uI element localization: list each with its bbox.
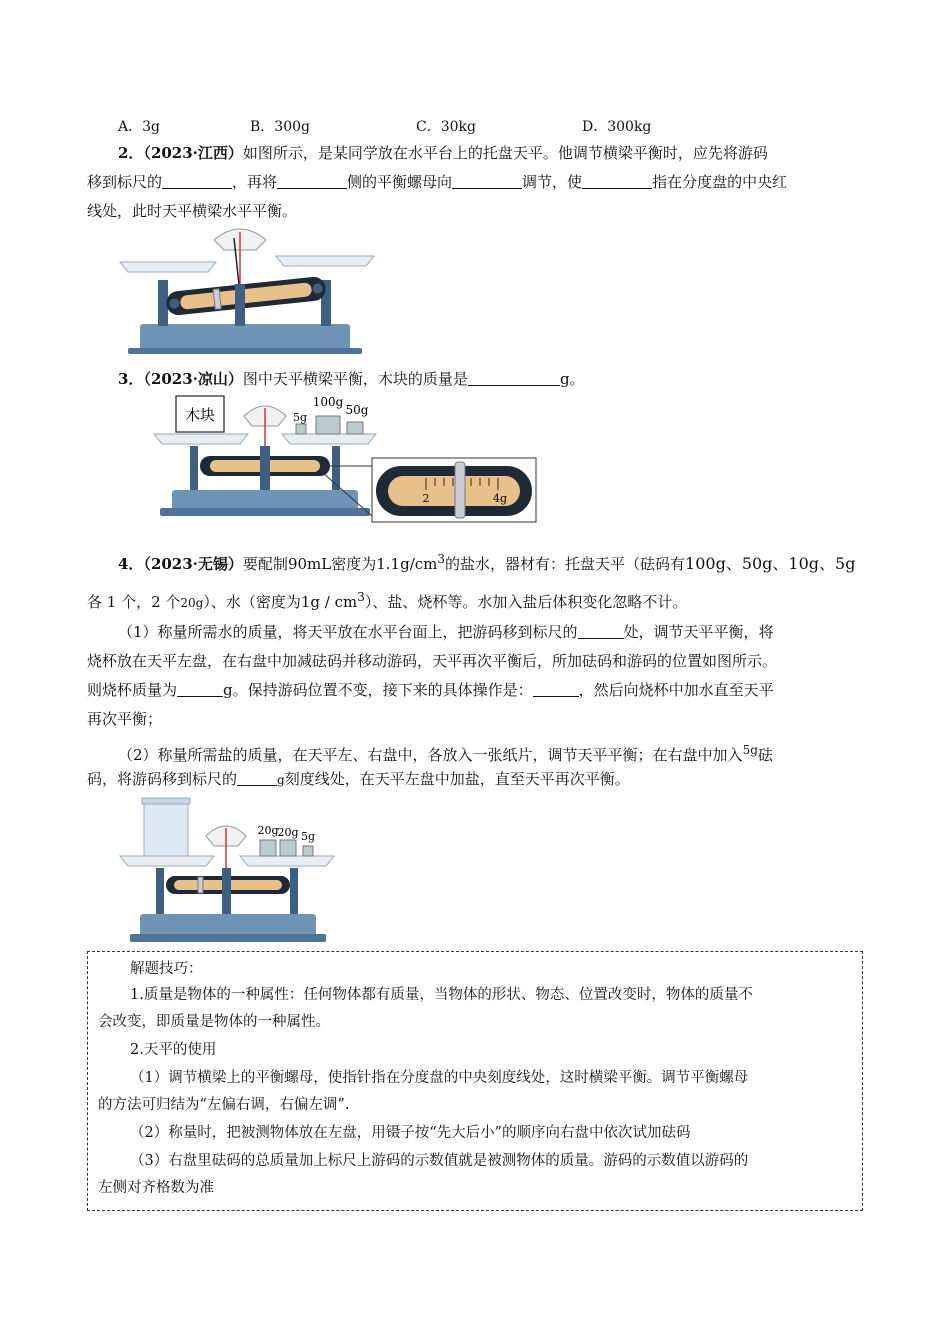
q2-blank-4[interactable] (582, 172, 652, 189)
q2-line3: 线处，此时天平横梁水平平衡。 (87, 202, 298, 220)
q2-text-e: 指在分度盘的中央红 (652, 173, 788, 191)
q3-line (118, 369, 585, 389)
balance-base-foot (130, 934, 326, 942)
weight-5g-label: 5g (300, 830, 316, 843)
q4-text-b: 密度为 (331, 555, 377, 573)
weight-100g-label: 100g (312, 395, 344, 409)
weight-20g-2 (280, 840, 296, 856)
q4-density: 1.1g/cm (376, 555, 438, 573)
q4-blank-4[interactable] (237, 769, 277, 786)
tips-line-2: 会改变，即质量是物体的一种属性。 (98, 1014, 330, 1030)
weight-50g (347, 422, 363, 434)
q4-blank-3[interactable] (533, 680, 579, 697)
q4-source: （2023·无锡） (143, 555, 243, 573)
q4-p2-text-d: 刻度线处，在天平左盘中加盐，直至天平再次平衡。 (284, 770, 630, 788)
tips-line-4: （1）调节横梁上的平衡螺母，使指针指在分度盘的中央刻度线处，这时横梁平衡。调节平衡螺母 (130, 1070, 749, 1086)
q4-p1-text-a: （1）称量所需水的质量，将天平放在水平台面上，把游码移到标尺的 (118, 623, 578, 641)
q2-line1 (118, 143, 768, 163)
weight-5g (303, 846, 313, 856)
q4-p1-line4: 再次平衡； (87, 710, 163, 728)
q2-text-a: 移到标尺的 (87, 173, 163, 191)
tips-line-7: （3）右盘里砝码的总质量加上标尺上游码的示数值就是被测物体的质量。游码的示数值以游码的 (130, 1153, 749, 1169)
weight-50g-label: 50g (345, 403, 369, 417)
q4-p1-text-d: g。保持游码位置不变，接下来的具体操作是： (223, 681, 533, 699)
q4-p2-line2 (87, 769, 630, 790)
q2-blank-2[interactable] (277, 172, 347, 189)
balance-base-foot (160, 508, 370, 516)
tips-box (87, 951, 863, 1211)
option-c[interactable]: C．30kg (416, 119, 476, 135)
weight-20g-2-label: 20g (277, 826, 299, 839)
q2-blank-1[interactable] (162, 172, 232, 189)
q2-line2 (87, 172, 787, 192)
center-column (222, 868, 231, 916)
tilted-beam (165, 276, 327, 317)
right-pan (282, 434, 376, 444)
left-pan (154, 434, 248, 444)
option-d[interactable]: D．300kg (582, 119, 652, 135)
tick-label-4g: 4g (492, 492, 508, 505)
q2-number: 2． (118, 144, 144, 162)
weight-20g-1 (260, 840, 276, 856)
tips-line-6: （2）称量时，把被测物体放在左盘，用镊子按“先大后小”的顺序向右盘中依次试加砝码 (130, 1125, 691, 1141)
center-column (235, 284, 245, 326)
center-column (260, 446, 270, 494)
left-column (156, 868, 164, 914)
q3-balance-figure (152, 394, 538, 524)
zoom-rider (455, 462, 465, 518)
q4-weights-list: 100g、50g、10g、5g (685, 554, 856, 573)
weight-5g-label: 5g (292, 411, 308, 424)
beaker-rim (142, 798, 190, 804)
tips-line-5: 的方法可归结为“左偏右调，右偏左调”. (98, 1097, 350, 1113)
right-column (332, 446, 340, 490)
right-column (290, 868, 298, 914)
weight-100g (316, 416, 340, 434)
q2-source: （2023·江西） (143, 144, 243, 162)
q4-number: 4． (118, 555, 144, 573)
q4-p2-unit: g (277, 773, 285, 787)
q4-volume: 90mL (287, 555, 332, 573)
q4-blank-1[interactable] (578, 622, 624, 639)
option-a[interactable]: A．3g (118, 119, 160, 135)
left-column (190, 446, 198, 490)
wood-block-label: 木块 (184, 406, 216, 424)
q4-text-d: 各 1 个，2 个 (87, 593, 181, 611)
right-pan (276, 256, 374, 266)
q4-twenty: 20g (180, 596, 204, 610)
q3-text-b: g。 (559, 370, 585, 388)
q2-text: 如图所示，是某同学放在水平台上的托盘天平。他调节横梁平衡时，应先将游码 (242, 144, 768, 162)
tips-line-1: 1.质量是物体的一种属性：任何物体都有质量，当物体的形状、物态、位置改变时，物体的质量不 (130, 987, 753, 1003)
q4-p2-text-a: （2）称量所需盐的质量，在天平左、右盘中，各放入一张纸片，调节天平平衡；在右盘中加入 (118, 746, 743, 764)
beaker (144, 800, 188, 856)
rider (198, 877, 203, 893)
left-pan (120, 856, 214, 866)
q4-p1-text-b: 处，调节天平平衡，将 (623, 623, 774, 641)
q4-p1-line1 (118, 622, 774, 642)
q3-source: （2023·凉山） (143, 370, 243, 388)
q4-p2-line1 (118, 740, 773, 765)
q4-p1-text-e: ，然后向烧杯中加水直至天平 (578, 681, 774, 699)
q2-text-b: ，再将 (232, 173, 278, 191)
left-pan (120, 262, 216, 272)
q2-blank-3[interactable] (452, 172, 522, 189)
q4-water-density: 1g / cm (300, 593, 358, 611)
weight-5g (296, 424, 306, 434)
q3-number: 3． (118, 370, 144, 388)
tips-line-3: 2.天平的使用 (130, 1042, 217, 1058)
q4-five-g: 5g (742, 743, 758, 757)
option-b[interactable]: B．300g (250, 119, 310, 135)
q4-p1-text-c: 则烧杯质量为 (87, 681, 178, 699)
q4-line1: 4．（2023·无锡）要配制90mL密度为$1.1g/cm^3$的盐水，器材有：托盘天平（砝码有100g、50g、10g、5g (118, 552, 856, 573)
q4-p2-text-b: 砝 (757, 746, 773, 764)
q4-text-c: 的盐水，器材有：托盘天平（砝码有 (445, 555, 686, 573)
q4-line2: 各 1 个，2 个20g）、水（密度为$1g / cm^3$）、盐、烧杯等。水加入盐后体积变化忽略不计。 (87, 590, 688, 611)
q4-p1-line3 (87, 680, 774, 700)
tips-line-8: 左侧对齐格数为准 (98, 1180, 214, 1196)
q4-p2-text-c: 码，将游码移到标尺的 (87, 770, 238, 788)
right-pan (240, 856, 334, 866)
q3-text-a: 图中天平横梁平衡，木块的质量是 (242, 370, 468, 388)
weight-20g-1-label: 20g (257, 824, 279, 837)
q4-text-f: ）、盐、烧杯等。水加入盐后体积变化忽略不计。 (364, 593, 688, 611)
q2-balance-figure (118, 224, 380, 356)
q4-text-a: 要配制 (242, 555, 288, 573)
q2-text-c: 侧的平衡螺母向 (347, 173, 453, 191)
q3-blank[interactable] (468, 369, 560, 386)
q4-balance-figure (118, 796, 336, 944)
tick-label-2: 2 (422, 492, 430, 505)
q4-text-e: ）、水（密度为 (203, 593, 301, 611)
q4-blank-2[interactable] (177, 680, 223, 697)
tips-title: 解题技巧： (130, 961, 203, 977)
balance-base (140, 324, 350, 352)
balance-base (140, 914, 316, 936)
balance-base-foot (128, 348, 362, 354)
q4-p1-line2: 烧杯放在天平左盘，在右盘中加减砝码并移动游码，天平再次平衡后，所加砝码和游码的位置如图所示。 (87, 652, 778, 670)
q2-text-d: 调节，使 (522, 173, 583, 191)
